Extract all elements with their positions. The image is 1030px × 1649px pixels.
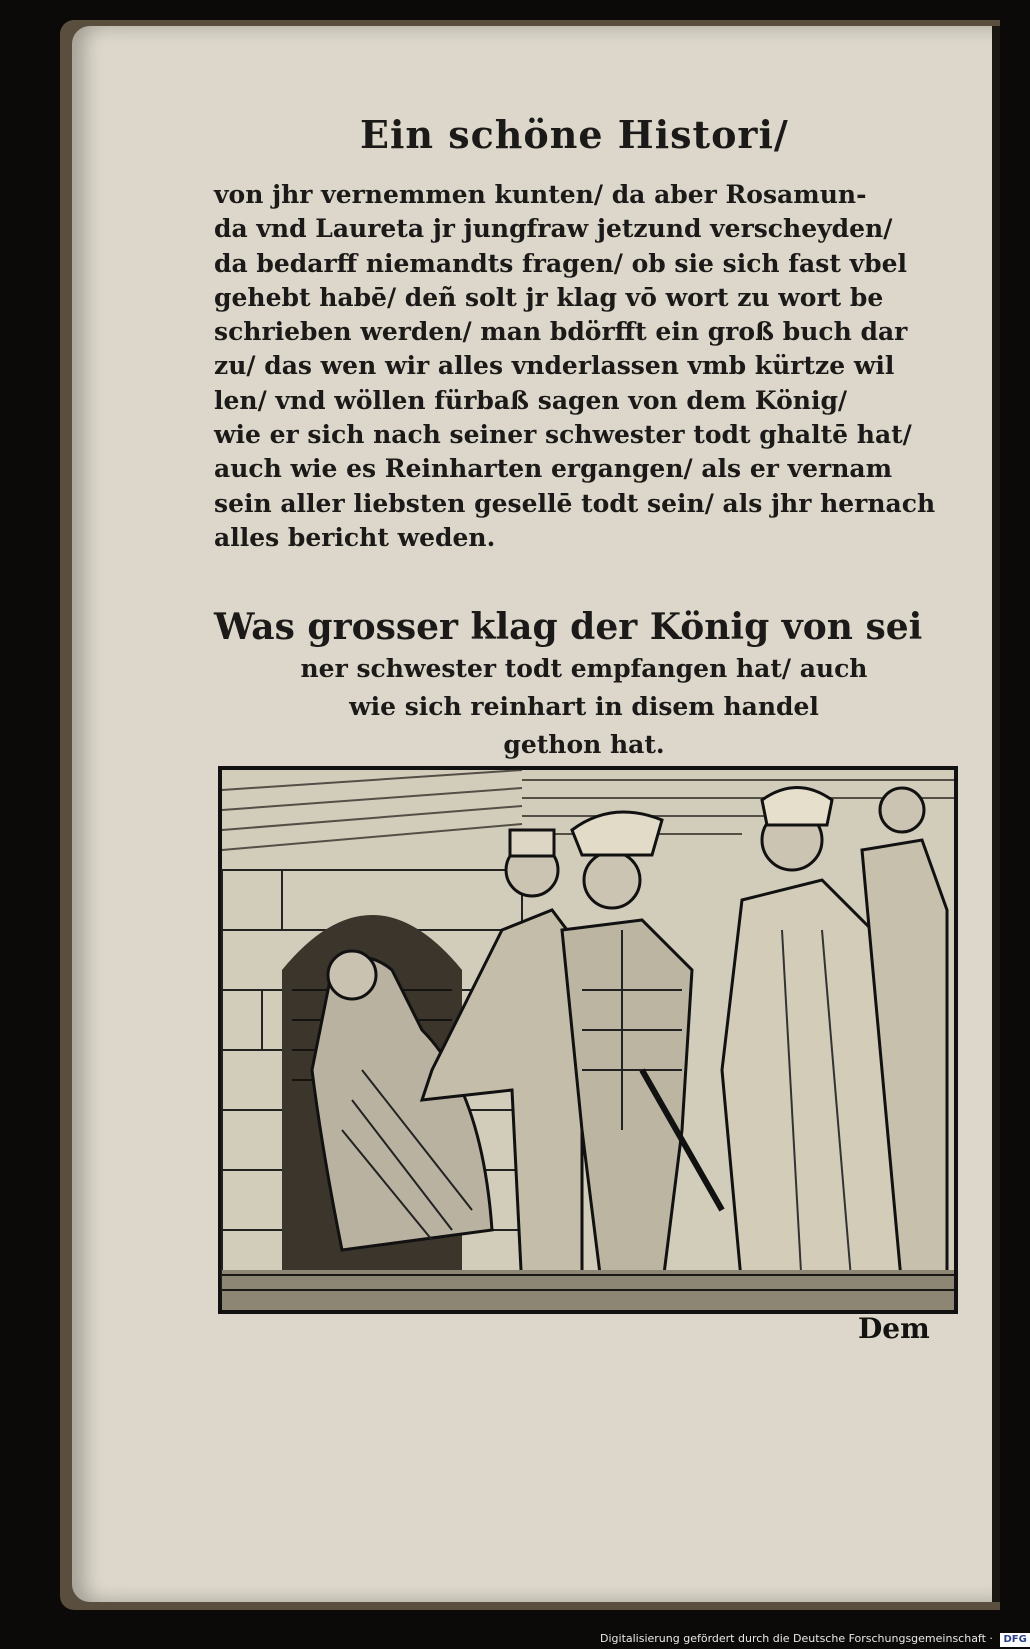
body-line: da vnd Laureta jr jungfraw jetzund verscheyden/ — [214, 214, 893, 244]
body-line: schrieben werden/ man bdörfft ein groß buch dar — [214, 317, 908, 347]
body-line: wie er sich nach seiner schwester todt ghaltē hat/ — [214, 420, 912, 450]
body-line: gehebt habē/ deñ solt jr klag vō wort zu wort be — [214, 282, 884, 312]
chapter-heading-line: gethon hat. — [503, 730, 665, 759]
page-right-edge — [992, 26, 1000, 1602]
dfg-logo: DFG — [1000, 1633, 1029, 1647]
body-line: auch wie es Reinharten ergangen/ als er vernam — [214, 454, 893, 484]
body-line: sein aller liebsten gesellē todt sein/ als jhr hernach — [214, 488, 936, 518]
body-line: zu/ das wen wir alles vnderlassen vmb kürtze wil — [214, 351, 895, 381]
body-line: len/ vnd wöllen fürbaß sagen von dem König/ — [214, 385, 848, 415]
woodcut-illustration — [218, 766, 958, 1314]
woodcut-scene — [222, 770, 954, 1310]
body-text-block — [214, 178, 954, 555]
chapter-heading-line: wie sich reinhart in disem handel — [349, 692, 819, 721]
body-line: alles bericht weden. — [214, 522, 496, 552]
body-line: da bedarff niemandts fragen/ ob sie sich fast vbel — [214, 248, 907, 278]
dfg-banner-text: Digitalisierung gefördert durch die Deutsche Forschungsgemeinschaft — [600, 1632, 986, 1645]
running-header: Ein schöne Histori/ — [360, 112, 789, 157]
catchword: Dem — [858, 1312, 930, 1345]
chapter-heading — [214, 604, 954, 764]
chapter-heading-line: ner schwester todt empfangen hat/ auch — [300, 654, 868, 683]
dfg-banner: Digitalisierung gefördert durch die Deutsche Forschungsgemeinschaft · DFG — [600, 1629, 1000, 1649]
chapter-heading-line: Was grosser klag der König von sei — [214, 606, 923, 648]
body-line: von jhr vernemmen kunten/ da aber Rosamun- — [214, 180, 867, 209]
